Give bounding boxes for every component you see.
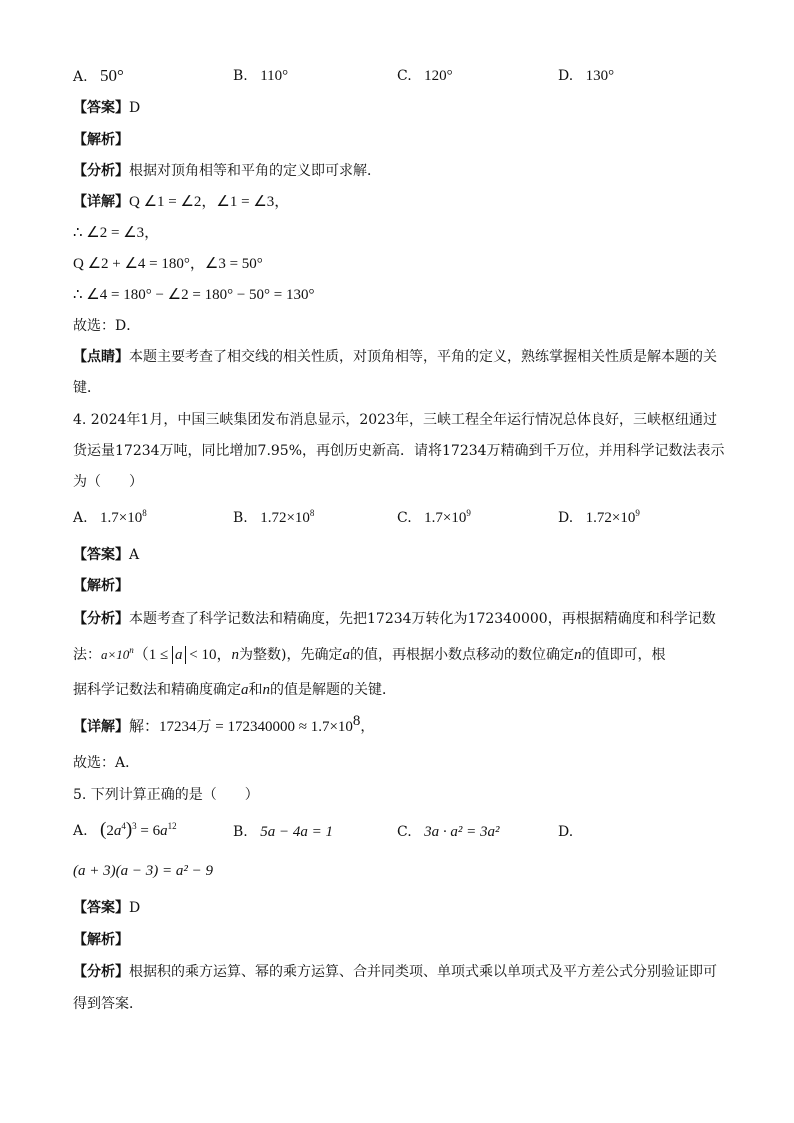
fenxi-text: 的值，再根据小数点移动的数位确定 (349, 647, 574, 663)
q4-option-c (397, 508, 471, 528)
q3-option-c (397, 66, 453, 86)
detail-exponent: 8 (352, 713, 361, 729)
q3-dianjing-line1 (73, 347, 717, 367)
var-a: a (342, 647, 350, 663)
q5-option-a (73, 820, 177, 841)
option-label: B. (233, 68, 248, 84)
fenxi-label: 【分析】 (73, 611, 129, 627)
q5-option-d (558, 822, 573, 842)
option-value: 1.72×10 (260, 510, 310, 526)
option-a-expression: $(2a^4)^3 = 6a^{12}$ (100, 819, 177, 840)
q5-fenxi-line1 (73, 962, 717, 982)
q3-option-b (233, 66, 288, 86)
fenxi-text: 的值是解题的关键． (270, 682, 396, 698)
option-label: D. (558, 68, 574, 84)
q4-stem-line3: 为（ ） (73, 474, 143, 490)
answer-label: 【答案】 (73, 900, 129, 916)
dianjing-label: 【点睛】 (73, 349, 129, 365)
condition-open: （1 ≤ (133, 647, 173, 663)
option-label: D. (558, 510, 574, 526)
option-value: 1.7×10 (424, 510, 467, 526)
q4-stem-line2: 货运量17234万吨，同比增加7.95%，再创历史新高．请将17234万精确到千万位，并用科学记数法表示 (73, 443, 725, 459)
sci-notation-form: a×10 (101, 647, 130, 662)
option-label: A. (73, 510, 88, 526)
option-value: 120° (424, 68, 453, 84)
q3-answer (73, 98, 140, 118)
option-value: 5a − 4a = 1 (260, 824, 333, 840)
fenxi-text: 根据对顶角相等和平角的定义即可求解． (129, 163, 381, 179)
fenxi-label: 【分析】 (73, 964, 129, 980)
q5-fenxi-line2: 得到答案． (73, 996, 143, 1012)
var-a: a (241, 682, 249, 698)
q4-fenxi-line2 (73, 645, 665, 665)
option-label: B. (233, 510, 248, 526)
option-exponent: 9 (466, 508, 471, 518)
option-label: C. (397, 68, 412, 84)
option-label: C. (397, 510, 412, 526)
fenxi-label: 【分析】 (73, 163, 129, 179)
q4-answer (73, 545, 139, 565)
detail-math: Q ∠1 = ∠2，∠1 = ∠3， (129, 194, 290, 210)
fenxi-text: 的值即可，根 (581, 647, 666, 663)
answer-value: D (129, 900, 141, 916)
q3-detail-line3: Q ∠2 + ∠4 = 180°，∠3 = 50° (73, 256, 263, 272)
option-value: 1.7×10 (100, 510, 143, 526)
answer-value: D (129, 100, 141, 116)
option-label: C. (397, 824, 412, 840)
option-label: A. (73, 823, 88, 839)
q4-choose: 故选：A． (73, 755, 140, 771)
q3-detail-line2: ∴ ∠2 = ∠3， (73, 225, 160, 241)
fenxi-text: 根据积的乘方运算、幂的乘方运算、合并同类项、单项式乘以单项式及平方差公式分别验证即可 (129, 964, 717, 980)
q5-answer (73, 898, 140, 918)
q4-fenxi-line1 (73, 609, 716, 629)
detail-label: 【详解】 (73, 719, 129, 735)
option-label: D. (558, 824, 574, 840)
condition-mid: < 10， (185, 647, 232, 663)
q3-option-d (558, 66, 614, 86)
option-label: A. (73, 69, 88, 85)
q3-choose: 故选：D． (73, 318, 141, 334)
q4-option-a (73, 508, 147, 528)
q3-analysis-heading: 【解析】 (73, 132, 129, 148)
option-value: 130° (585, 68, 615, 84)
q5-analysis-heading: 【解析】 (73, 932, 129, 948)
option-exponent: 9 (635, 508, 640, 518)
fenxi-text: 法： (73, 647, 101, 663)
option-label: B. (233, 824, 248, 840)
q4-fenxi-line3 (73, 680, 396, 700)
q3-option-a (73, 66, 124, 87)
q3-dianjing-line2: 键． (73, 380, 101, 396)
q4-analysis-heading: 【解析】 (73, 578, 129, 594)
abs-value: a (172, 646, 186, 664)
option-value: 110° (260, 68, 289, 84)
q4-option-d (558, 508, 640, 528)
fenxi-text: 和 (248, 682, 263, 698)
sci-notation-exponent: n (129, 645, 134, 655)
q5-option-c (397, 822, 500, 842)
detail-math: 解：17234万 = 172340000 ≈ 1.7×10 (129, 719, 353, 735)
option-exponent: 8 (142, 508, 147, 518)
dianjing-text: 本题主要考查了相交线的相关性质，对顶角相等，平角的定义，熟练掌握相关性质是解本题的关 (129, 349, 717, 365)
fenxi-text: 本题考查了科学记数法和精确度，先把17234万转化为172340000，再根据精确度和科学记数 (129, 611, 716, 627)
answer-label: 【答案】 (73, 547, 129, 563)
option-value: 50° (100, 66, 124, 85)
var-n: n (262, 682, 270, 698)
detail-label: 【详解】 (73, 194, 129, 210)
fenxi-text: 据科学记数法和精确度确定 (73, 682, 241, 698)
q5-option-d-expression: (a + 3)(a − 3) = a² − 9 (73, 863, 213, 879)
q3-detail-line1 (73, 192, 289, 212)
answer-label: 【答案】 (73, 100, 129, 116)
option-value: 1.72×10 (585, 510, 636, 526)
q4-stem-line1: 4. 2024年1月，中国三峡集团发布消息显示，2023年，三峡工程全年运行情况总体良好，三峡枢纽通过 (73, 412, 717, 428)
answer-value: A (129, 547, 140, 563)
q5-option-b (233, 822, 333, 842)
option-exponent: 8 (309, 508, 315, 518)
q4-detail (73, 713, 375, 737)
var-n: n (573, 647, 582, 663)
q3-fenxi (73, 161, 381, 181)
option-value: 3a · a² = 3a² (424, 824, 500, 840)
q4-option-b (233, 508, 314, 528)
detail-tail: ， (360, 719, 375, 735)
var-n: n (231, 647, 239, 663)
fenxi-text: 为整数)，先确定 (238, 647, 343, 663)
q5-stem: 5. 下列计算正确的是（ ） (73, 787, 259, 803)
q3-detail-line4: ∴ ∠4 = 180° − ∠2 = 180° − 50° = 130° (73, 287, 315, 303)
